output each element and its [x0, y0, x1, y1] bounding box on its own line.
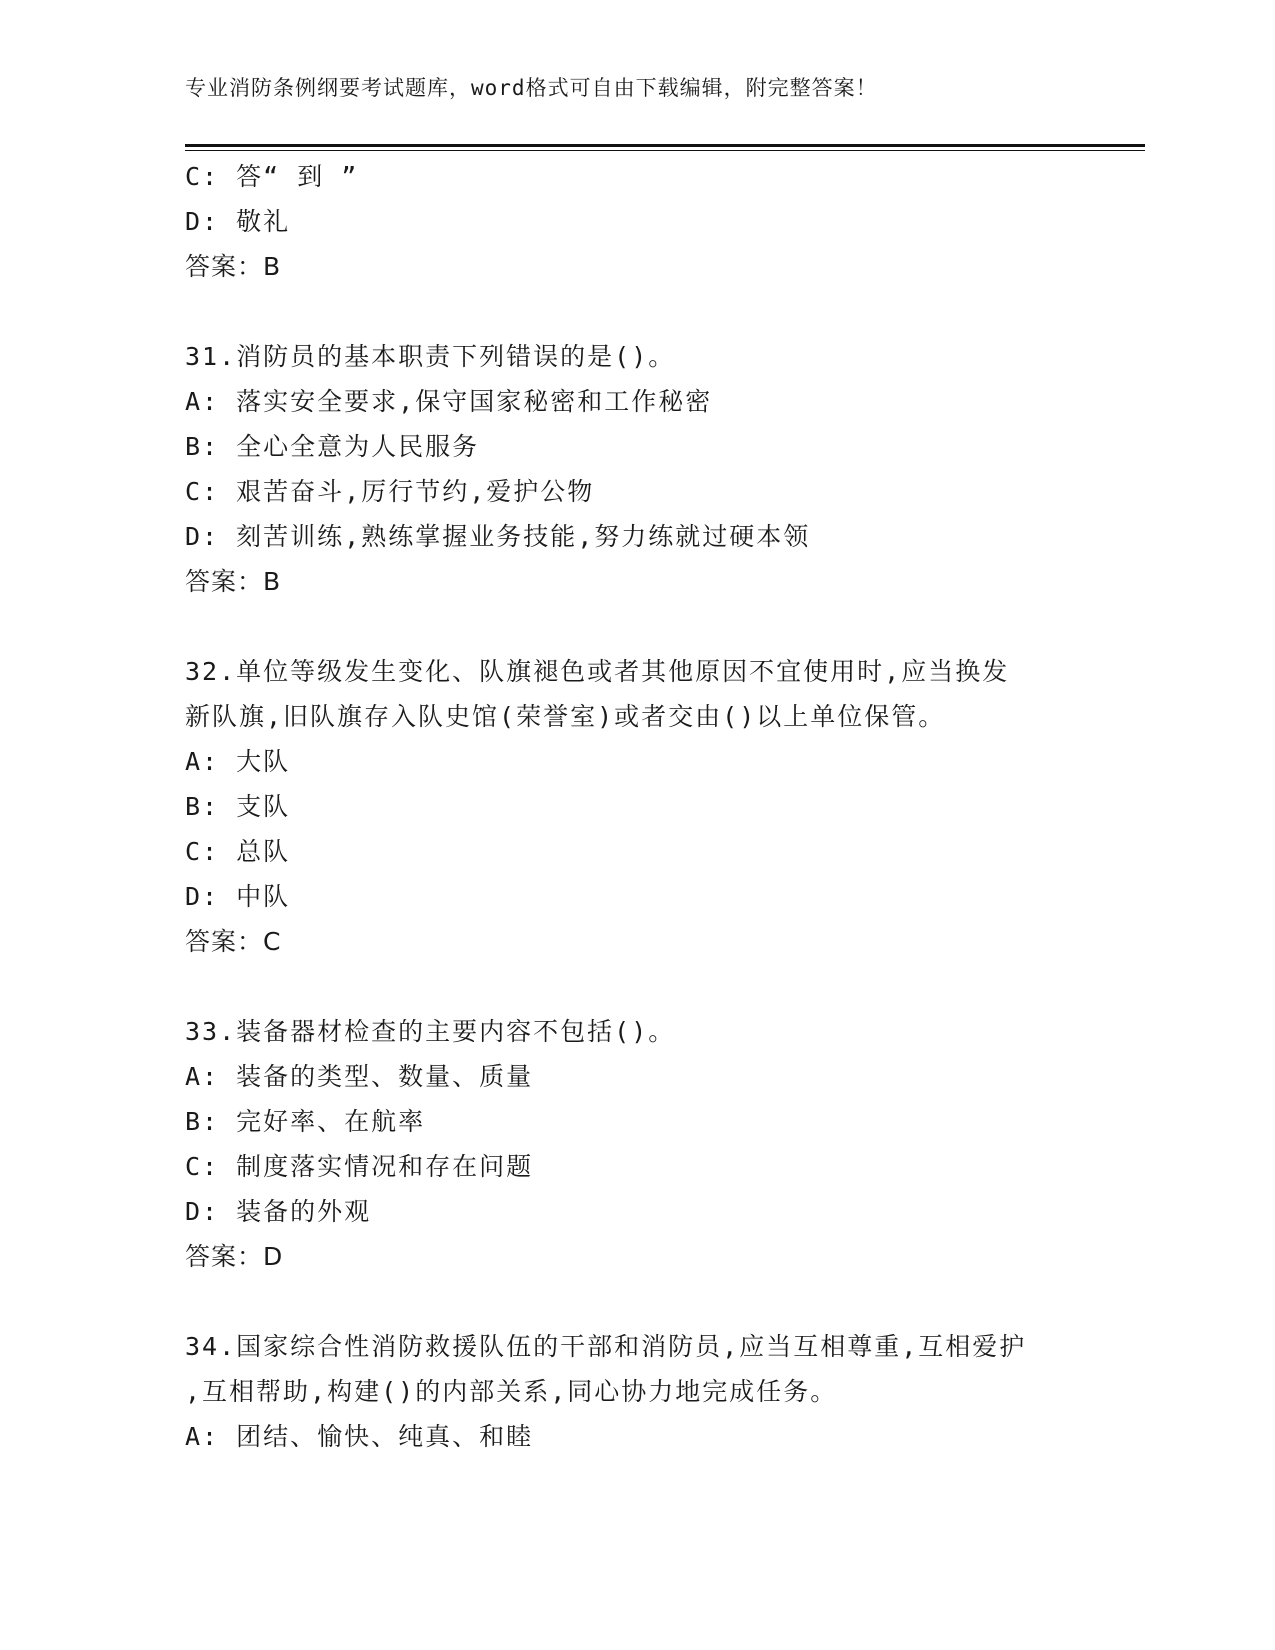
option-b: B: 全心全意为人民服务	[185, 432, 480, 461]
option-a: A: 落实安全要求,保守国家秘密和工作秘密	[185, 387, 713, 416]
option-b: B: 支队	[185, 792, 291, 821]
question-list	[185, 154, 1085, 1459]
option-a: A: 大队	[185, 747, 291, 776]
question-stem: 31.消防员的基本职责下列错误的是()。	[185, 342, 676, 371]
page-header: 专业消防条例纲要考试题库，word格式可自由下载编辑，附完整答案！	[185, 76, 878, 100]
question-stem: 32.单位等级发生变化、队旗褪色或者其他原因不宜使用时,应当换发 新队旗,旧队旗存入队史馆(荣誉室)或者交由()以上单位保管。	[185, 657, 1010, 731]
option-b: B: 完好率、在航率	[185, 1107, 426, 1136]
question-31	[185, 334, 1085, 604]
spacer	[185, 964, 1085, 1009]
answer-line: 答案：C	[185, 927, 282, 956]
option-d: D: 刻苦训练,熟练掌握业务技能,努力练就过硬本领	[185, 522, 811, 551]
question-33	[185, 1009, 1085, 1279]
option-a: A: 装备的类型、数量、质量	[185, 1062, 534, 1091]
spacer	[185, 1279, 1085, 1324]
option-c: C: 制度落实情况和存在问题	[185, 1152, 534, 1181]
spacer	[185, 604, 1085, 649]
question-32	[185, 649, 1085, 964]
answer-line: 答案：B	[185, 567, 282, 596]
option-d: D: 装备的外观	[185, 1197, 372, 1226]
question-34	[185, 1324, 1085, 1459]
option-d: D: 中队	[185, 882, 291, 911]
header-rule	[185, 144, 1145, 151]
spacer	[185, 289, 1085, 334]
answer-line: 答案：B	[185, 252, 282, 281]
question-stem: 34.国家综合性消防救援队伍的干部和消防员,应当互相尊重,互相爱护 ,互相帮助,构建()的内部关系,同心协力地完成任务。	[185, 1332, 1027, 1406]
option-c: C: 艰苦奋斗,厉行节约,爱护公物	[185, 477, 595, 506]
option-c: C: 总队	[185, 837, 291, 866]
question-stem: 33.装备器材检查的主要内容不包括()。	[185, 1017, 676, 1046]
option-d: D: 敬礼	[185, 207, 291, 236]
option-a: A: 团结、愉快、纯真、和睦	[185, 1422, 534, 1451]
carryover-block	[185, 154, 1085, 289]
answer-line: 答案：D	[185, 1242, 284, 1271]
option-c: C: 答“ 到 ”	[185, 162, 359, 191]
